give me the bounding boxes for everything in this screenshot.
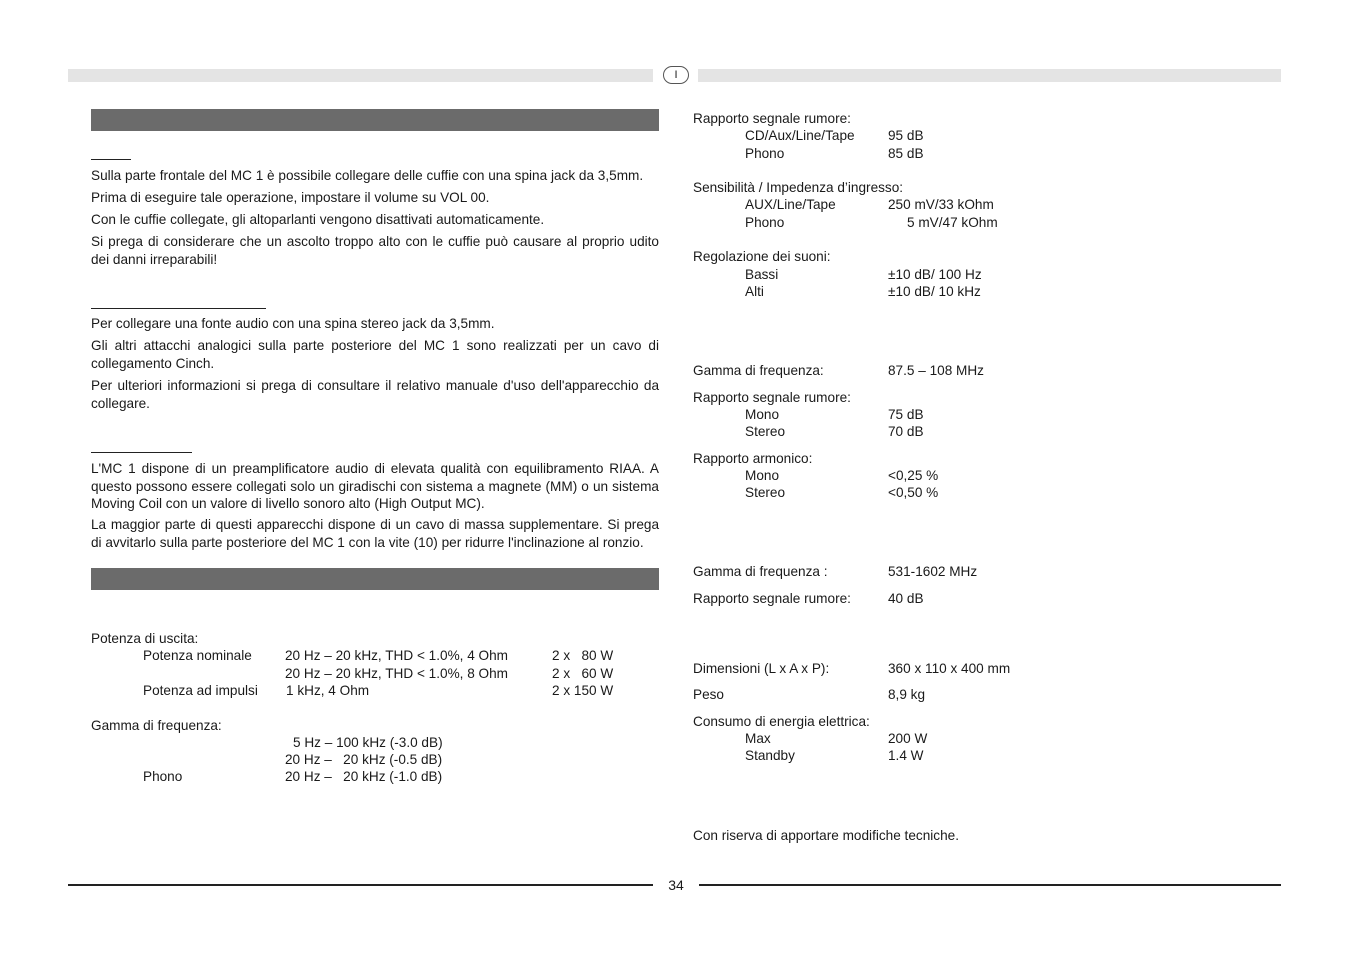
spec-nominal-label: Potenza nominale [143,648,252,663]
header-bar-right [698,69,1281,82]
disclaimer: Con riserva di apportare modifiche tecniche. [693,828,959,843]
spec-freq-row3: 20 Hz – 20 kHz (-1.0 dB) [285,769,443,784]
sens-aux-value: 250 mV/33 kOhm [888,197,994,212]
snr-phono-value: 85 dB [888,146,924,161]
spec-impulse-row: 1 kHz, 4 Ohm [286,683,370,698]
fm-thd-stereo-value: <0,50 % [888,485,939,500]
weight-label: Peso [693,687,724,702]
connections-paragraph-1: Per collegare una fonte audio con una spina stereo jack da 3,5mm. [91,316,495,331]
section-bar-specifications [91,568,659,590]
sens-aux-label: AUX/Line/Tape [745,197,836,212]
fm-thd-mono-value: <0,25 % [888,468,939,483]
power-consumption-label: Consumo di energia elettrica: [693,714,870,729]
fm-snr-stereo-label: Stereo [745,424,786,439]
am-freq-label: Gamma di frequenza : [693,564,828,579]
spec-nominal-row1: 20 Hz – 20 kHz, THD < 1.0%, 4 Ohm [285,648,509,663]
tone-treble-label: Alti [745,284,764,299]
spec-impulse-label: Potenza ad impulsi [143,683,258,698]
spec-freq-row2: 20 Hz – 20 kHz (-0.5 dB) [285,752,443,767]
tone-treble-value: ±10 dB/ 10 kHz [888,284,981,299]
fm-snr-mono-label: Mono [745,407,780,422]
phono-paragraph-2: La maggior parte di questi apparecchi dispone di un cavo di massa supplementare. Si prega di avvitarlo sulla parte posteriore del MC 1 con la vite (10) per ridurre l'inclinazione al ronzio. [91,517,659,550]
fm-freq-label: Gamma di frequenza: [693,363,824,378]
headphones-paragraph-1: Sulla parte frontale del MC 1 è possibile collegare delle cuffie con una spina jack da 3,5mm. [91,168,644,183]
fm-thd-mono-label: Mono [745,468,780,483]
snr-cd-label: CD/Aux/Line/Tape [745,128,855,143]
spec-impulse-value: 2 x 150 W [552,683,614,698]
connections-paragraph-2: Gli altri attacchi analogici sulla parte posteriore del MC 1 sono realizzati per un cavo di collegamento Cinch. [91,338,659,371]
power-standby-label: Standby [745,748,795,763]
power-max-value: 200 W [888,731,928,746]
fm-freq-value: 87.5 – 108 MHz [888,363,984,378]
language-badge: I [663,66,689,84]
sens-phono-label: Phono [745,215,785,230]
snr-cd-value: 95 dB [888,128,924,143]
power-max-label: Max [745,731,771,746]
fm-thd-stereo-label: Stereo [745,485,786,500]
headphones-paragraph-2: Prima di eseguire tale operazione, impostare il volume su VOL 00. [91,190,490,205]
am-snr-value: 40 dB [888,591,924,606]
footer-rule-left [68,884,653,886]
headphones-paragraph-3: Con le cuffie collegate, gli altoparlanti vengono disattivati automaticamente. [91,212,545,227]
heading-rule-phono [91,452,192,453]
spec-nominal-row2-value: 2 x 60 W [552,666,614,681]
spec-nominal-row1-value: 2 x 80 W [552,648,614,663]
am-snr-label: Rapporto segnale rumore: [693,591,851,606]
weight-value: 8,9 kg [888,687,926,702]
tone-bass-value: ±10 dB/ 100 Hz [888,267,982,282]
connections-paragraph-3: Per ulteriori informazioni si prega di consultare il relativo manuale d'uso dell'apparecchio da collegare. [91,378,659,411]
spec-power-label: Potenza di uscita: [91,631,199,646]
header-bar-left [68,69,653,82]
tone-label: Regolazione dei suoni: [693,249,831,264]
snr-label: Rapporto segnale rumore: [693,111,851,126]
spec-freq-label: Gamma di frequenza: [91,718,222,733]
snr-phono-label: Phono [745,146,785,161]
spec-freq-row1: 5 Hz – 100 kHz (-3.0 dB) [293,735,443,750]
phono-paragraph-1: L'MC 1 dispone di un preamplificatore audio di elevata qualità con equilibramento RIAA. A questo possono essere collegati solo un giradischi con sistema a magnete (MM) o un sistema Moving Coil con un valore di livello sonoro alto (High Output MC). [91,461,659,511]
power-standby-value: 1.4 W [888,748,924,763]
am-freq-value: 531-1602 MHz [888,564,978,579]
section-bar-connections [91,109,659,131]
fm-snr-mono-value: 75 dB [888,407,924,422]
dim-label: Dimensioni (L x A x P): [693,661,830,676]
headphones-paragraph-4: Si prega di considerare che un ascolto troppo alto con le cuffie può causare al proprio udito dei danni irreparabili! [91,234,659,267]
spec-nominal-row2: 20 Hz – 20 kHz, THD < 1.0%, 8 Ohm [285,666,509,681]
spec-freq-phono-label: Phono [143,769,183,784]
sens-label: Sensibilità / Impedenza d’ingresso: [693,180,904,195]
fm-snr-stereo-value: 70 dB [888,424,924,439]
fm-snr-label: Rapporto segnale rumore: [693,390,851,405]
tone-bass-label: Bassi [745,267,779,282]
heading-rule-headphones [91,159,131,160]
page-number: 34 [668,877,684,893]
sens-phono-value: 5 mV/47 kOhm [907,215,998,230]
heading-rule-connections [91,308,266,309]
footer-rule-right [699,884,1281,886]
dim-value: 360 x 110 x 400 mm [888,661,1011,676]
fm-thd-label: Rapporto armonico: [693,451,813,466]
